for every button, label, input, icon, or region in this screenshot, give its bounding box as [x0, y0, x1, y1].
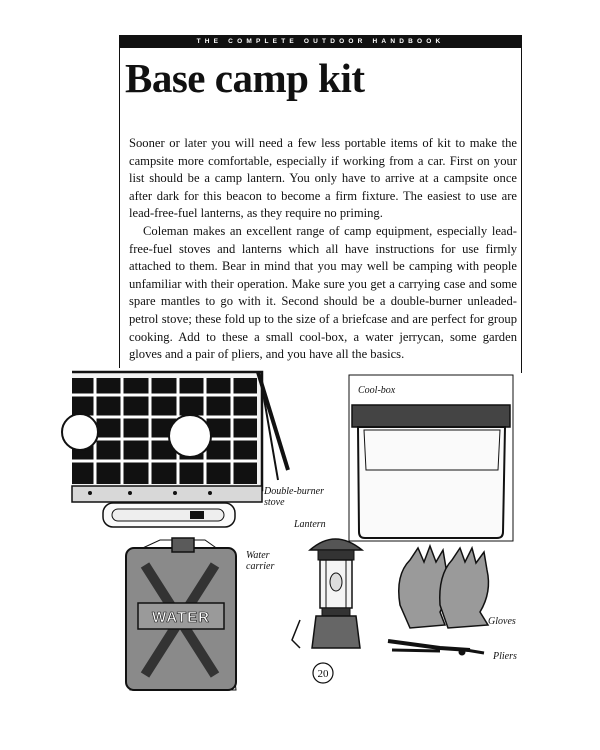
pliers-illustration: [388, 641, 484, 655]
page-title: Base camp kit: [125, 55, 365, 101]
page-number: 20: [317, 668, 329, 680]
lantern-label: Lantern: [294, 519, 326, 530]
water-can-text: WATER: [151, 609, 211, 626]
gloves-illustration: [399, 546, 489, 628]
paragraph-1: Sooner or later you will need a few less portable items of kit to make the campsite more comfortable, especially if working from a car. First on your list should be a camp lantern. You only have to arrive at a campsite once after dark for this beacon to become a firm fixture. The easiest to use are lead-free-fuel lanterns, as they require no priming.: [129, 136, 517, 221]
gloves-label: Gloves: [488, 616, 516, 627]
stove-label-line1: Double-burner: [264, 486, 324, 497]
water-label-line1: Water: [246, 550, 270, 561]
lantern-illustration: [292, 539, 362, 648]
coolbox-label: Cool-box: [358, 385, 396, 396]
coolbox-illustration: [349, 375, 513, 541]
pliers-label: Pliers: [493, 651, 517, 662]
water-label-line2: carrier: [246, 561, 275, 572]
paragraph-2: Coleman makes an excellent range of camp equipment, especially lead-free-fuel stoves and lanterns which all have instructions for use firmly attached to them. Bear in mind that you may well be camping with people unfamiliar with their operation. Make sure you get a carrying case and some spare mantles to go with it. Second should be a double-burner unleaded-petrol stove; these fold up to the size of a briefcase and are perfect for group cooking. Add to these a small cool-box, a water jerrycan, some garden gloves and a pair of pliers, and you have all the basics.: [129, 223, 517, 362]
stove-label-line2: stove: [264, 497, 285, 508]
running-header: THE COMPLETE OUTDOOR HANDBOOK: [119, 35, 522, 48]
stove-illustration: [62, 372, 288, 527]
